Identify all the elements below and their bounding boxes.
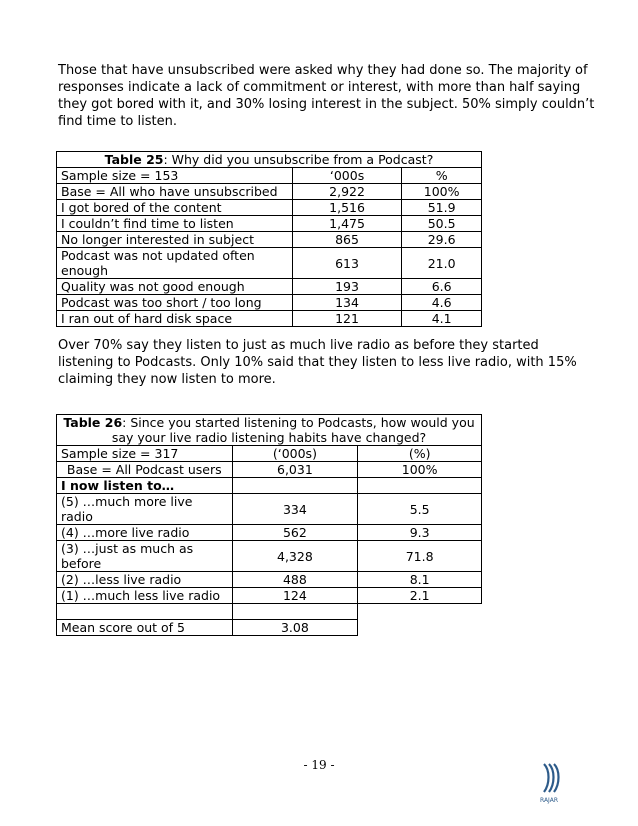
row-percent: 4.6	[402, 295, 482, 311]
table-26-base-label: Base = All Podcast users	[57, 462, 233, 478]
row-label: I got bored of the content	[57, 200, 293, 216]
table-row	[57, 216, 482, 232]
row-percent: 71.8	[358, 541, 482, 572]
empty-cell	[358, 478, 482, 494]
table-row	[57, 200, 482, 216]
table-26-base-row	[57, 462, 482, 478]
table-26-subheading-row	[57, 478, 482, 494]
row-label: I ran out of hard disk space	[57, 311, 293, 327]
table-26-mean-value: 3.08	[232, 620, 358, 636]
table-26-header-row	[57, 446, 482, 462]
row-thousands: 1,516	[292, 200, 401, 216]
row-percent: 51.9	[402, 200, 482, 216]
table-26-col-thousands: (‘000s)	[232, 446, 358, 462]
row-percent: 2.1	[358, 588, 482, 604]
table-26-col-percent: (%)	[358, 446, 482, 462]
row-label: Podcast was too short / too long	[57, 295, 293, 311]
row-percent: 100%	[402, 184, 482, 200]
table-26-base-thousands: 6,031	[232, 462, 358, 478]
row-thousands: 488	[232, 572, 358, 588]
empty-cell	[57, 604, 233, 620]
empty-cell	[358, 620, 482, 636]
row-percent: 6.6	[402, 279, 482, 295]
table-25-label: Table 25	[104, 152, 164, 167]
rajar-logo-icon	[534, 760, 564, 806]
row-percent: 21.0	[402, 248, 482, 279]
row-thousands: 562	[232, 525, 358, 541]
row-label: (1) …much less live radio	[57, 588, 233, 604]
row-percent: 8.1	[358, 572, 482, 588]
empty-cell	[358, 604, 482, 620]
table-row	[57, 541, 482, 572]
table-26-sample-size: Sample size = 317	[57, 446, 233, 462]
row-percent: 4.1	[402, 311, 482, 327]
row-thousands: 1,475	[292, 216, 401, 232]
table-25-header-row	[57, 168, 482, 184]
row-thousands: 4,328	[232, 541, 358, 572]
row-label: Podcast was not updated often enough	[57, 248, 293, 279]
row-label: (4) …more live radio	[57, 525, 233, 541]
table-26-mean-row	[57, 620, 482, 636]
table-26-base-percent: 100%	[358, 462, 482, 478]
table-26-mean-label: Mean score out of 5	[57, 620, 233, 636]
empty-cell	[232, 604, 358, 620]
empty-cell	[232, 478, 358, 494]
table-26-label: Table 26	[63, 415, 123, 430]
row-thousands: 865	[292, 232, 401, 248]
table-row	[57, 295, 482, 311]
table-25-col-percent: %	[402, 168, 482, 184]
table-row	[57, 494, 482, 525]
row-label: I couldn’t find time to listen	[57, 216, 293, 232]
row-thousands: 121	[292, 311, 401, 327]
intro-paragraph: Those that have unsubscribed were asked why they had done so. The majority of responses indicate a lack of commitment or interest, with more than half saying they got bored with it, and 30% losing interest in the subject. 50% simply couldn’t find time to listen.	[58, 63, 595, 129]
table-26-spacer-row	[57, 604, 482, 620]
table-row	[57, 588, 482, 604]
row-label: Base = All who have unsubscribed	[57, 184, 293, 200]
table-25-caption-row	[57, 152, 482, 168]
row-label: Quality was not good enough	[57, 279, 293, 295]
table-row	[57, 248, 482, 279]
table-26-question: : Since you started listening to Podcasts, how would you say your live radio listening habits have changed?	[111, 415, 475, 445]
row-label: (3) …just as much as before	[57, 541, 233, 572]
table-26-subheading: I now listen to…	[57, 478, 233, 494]
table-26-caption	[57, 415, 482, 446]
row-percent: 50.5	[402, 216, 482, 232]
row-percent: 29.6	[402, 232, 482, 248]
row-thousands: 334	[232, 494, 358, 525]
table-26-caption-row	[57, 415, 482, 446]
table-25	[56, 151, 482, 327]
row-label: No longer interested in subject	[57, 232, 293, 248]
row-label: (2) …less live radio	[57, 572, 233, 588]
row-thousands: 193	[292, 279, 401, 295]
table-25-sample-size: Sample size = 153	[57, 168, 293, 184]
table-row	[57, 232, 482, 248]
middle-paragraph: Over 70% say they listen to just as much live radio as before they started listening to Podcasts. Only 10% said that they listen to less live radio, with 15% claiming they now listen to more.	[58, 338, 577, 387]
row-thousands: 613	[292, 248, 401, 279]
row-percent: 9.3	[358, 525, 482, 541]
table-row	[57, 572, 482, 588]
table-row	[57, 279, 482, 295]
table-row	[57, 525, 482, 541]
table-25-col-thousands: ‘000s	[292, 168, 401, 184]
row-thousands: 124	[232, 588, 358, 604]
logo-text: RAJAR	[540, 797, 558, 804]
row-thousands: 2,922	[292, 184, 401, 200]
row-thousands: 134	[292, 295, 401, 311]
row-percent: 5.5	[358, 494, 482, 525]
table-25-question: : Why did you unsubscribe from a Podcast?	[163, 152, 434, 167]
table-25-caption	[57, 152, 482, 168]
row-label: (5) …much more live radio	[57, 494, 233, 525]
table-row	[57, 184, 482, 200]
table-row	[57, 311, 482, 327]
page-number: - 19 -	[303, 758, 335, 772]
table-26	[56, 414, 482, 636]
